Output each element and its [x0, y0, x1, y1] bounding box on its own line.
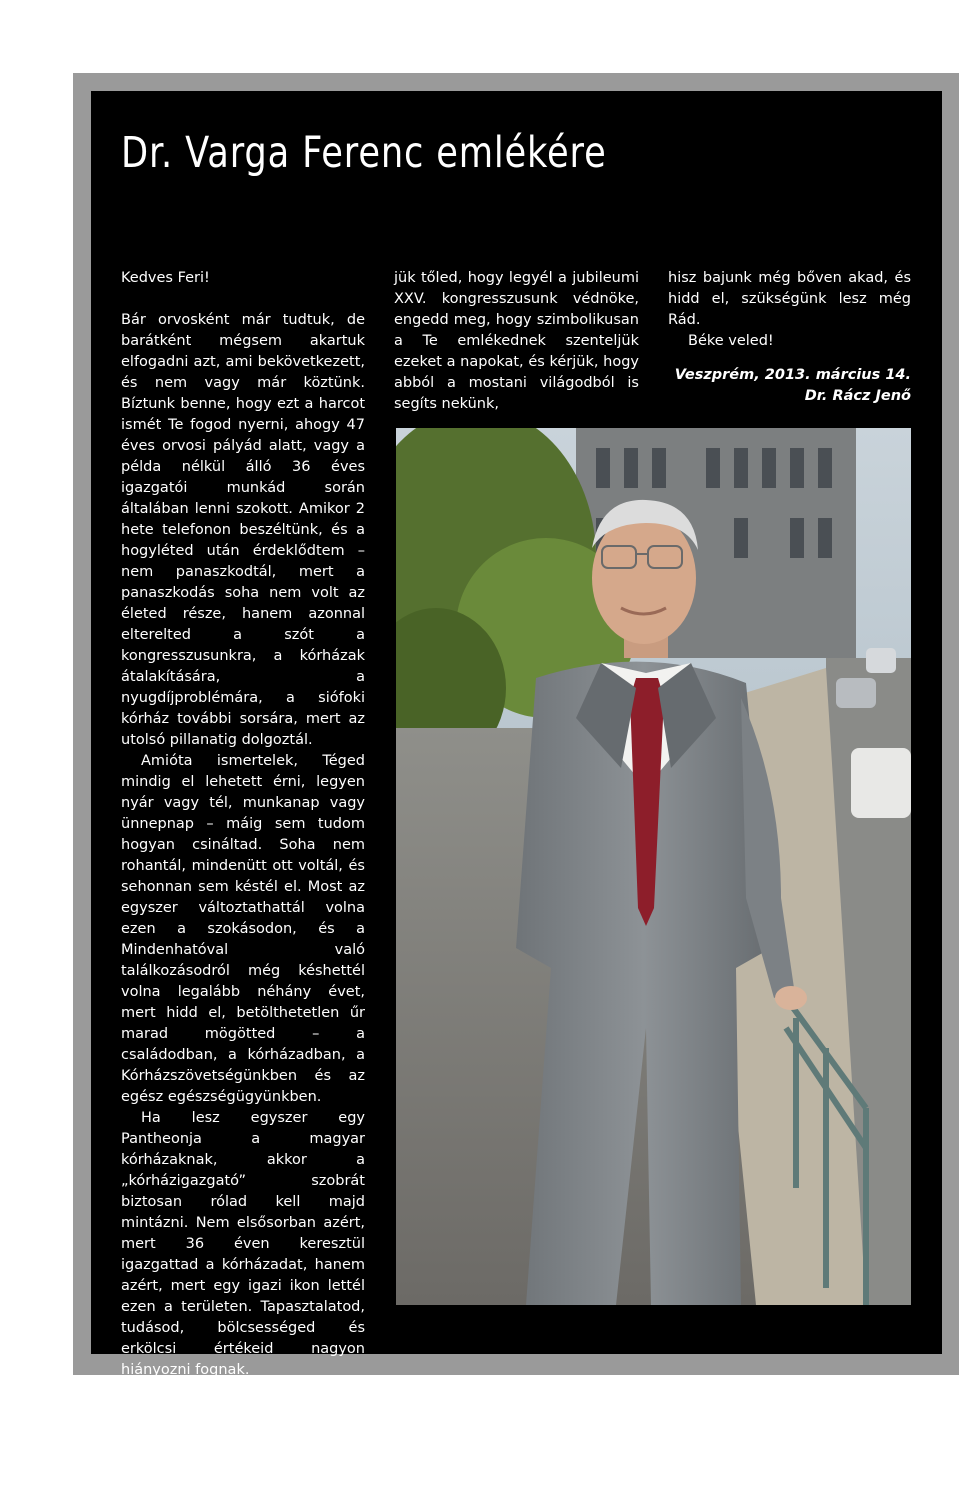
paragraph-3: Ha lesz egyszer egy Pantheonja a magyar kórházaknak, akkor a „kórházigazgató” szobrát biztosan rólad kell majd mintázni. Nem elsősorban azért, mert 36 éven keresztül igazgattad a kórházadat, hanem azért, mert egy igazi ikon lettél ezen a területen. Tapasztalatod, tudásod, bölcsességed és erkölcsi értékeid nagyon hiányozni fognak.: [121, 1110, 365, 1378]
greeting: Kedves Feri!: [121, 270, 210, 286]
portrait-illustration: [396, 428, 911, 1305]
paragraph-4: Utolsó beszélgetésünkkor azt kérted tőlem, hogy a kongresszusi programból vegyük ki a nevedet, mert nem tudod, hogy mikor és mennyit tudsz majd szerepelni. Most mi kér-: [121, 1383, 365, 1504]
text-column-2: [394, 268, 639, 415]
page-title: Dr. Varga Ferenc emlékére: [121, 128, 607, 178]
portrait-photo: [396, 428, 911, 1305]
paragraph-5: jük tőled, hogy legyél a jubileumi XXV. kongresszusunk védnöke, engedd meg, hogy szimbolikusan a Te emlékednek szenteljük ezeket a napokat, és kérjük, hogy abból a mostani világodból is segíts nekünk,: [394, 270, 639, 412]
farewell: Béke veled!: [688, 333, 774, 349]
paragraph-1: Bár orvosként már tudtuk, de barátként mégsem akartuk elfogadni azt, ami bekövetkezett, és nem vagy már köztünk. Bíztunk benne, hogy ezt a harcot ismét Te fogod nyerni, ahogy 47 éves orvosi pályád alatt, vagy a példa nélkül álló 36 éves igazgatói munkád során általában lenni szokott. Amikor 2 hete telefonon beszéltünk, és a hogyléted után érdeklődtem – nem panaszkodtál, mert a panaszkodás soha nem volt az életed része, hanem azonnal elterelted a szót a kongresszusunkra, a kórházak átalakítására, a nyugdíjproblémára, a siófoki kórház további sorsára, mert az utolsó pillanatig dolgoztál.: [121, 312, 365, 748]
text-column-1: [121, 268, 365, 1507]
text-column-3: [668, 268, 911, 407]
paragraph-2: Amióta ismertelek, Téged mindig el lehetett érni, legyen nyár vagy tél, munkanap vagy ünnepnap – máig sem tudom hogyan csináltad. Soha nem rohantál, mindenütt ott voltál, és sehonnan sem késtél el. Most az egyszer változtathattál volna ezen a szokásodon, és a Mindenhatóval való találkozásodról még késhettél volna legalább néhány évet, mert hidd el, betölthetetlen űr marad mögötted – a családodban, a kórházadban, a Kórházszövetségünkben és az egész egészségügyünkben.: [121, 753, 365, 1105]
place-date: Veszprém, 2013. március 14.: [674, 367, 911, 383]
signature: Dr. Rácz Jenő: [804, 388, 911, 404]
paragraph-6: hisz bajunk még bőven akad, és hidd el, szükségünk lesz még Rád.: [668, 270, 911, 328]
